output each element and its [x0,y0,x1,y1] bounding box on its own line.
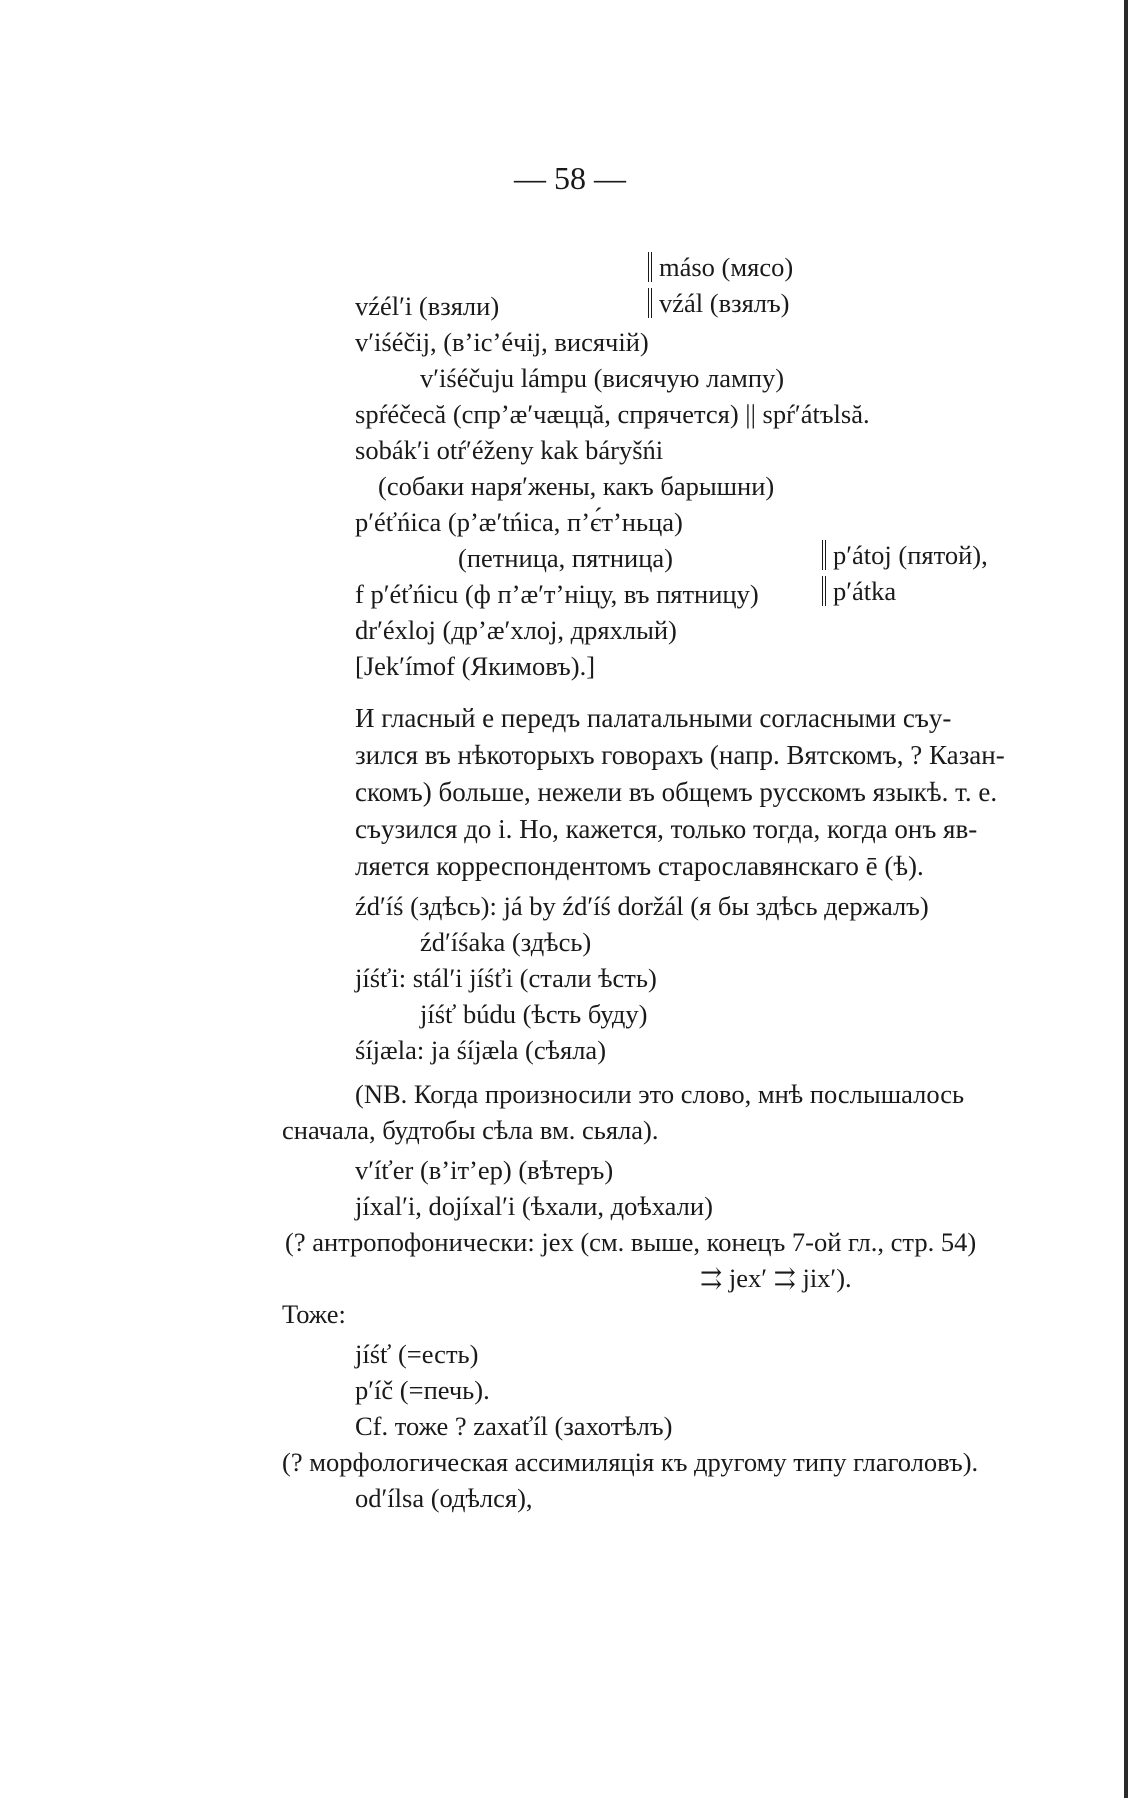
nb-text: (NB. Когда произносили это слово, мнѣ послышалось [355,1079,965,1109]
same-heading: Тоже: [282,1299,346,1329]
example-text: [Jek′ímof (Якимовъ).] [355,651,596,681]
body-paragraph [355,700,1067,885]
example-text: jíśťi: stál′i jíśťi (стали ѣсть) [355,963,657,993]
paragraph-line: скомъ) больше, нежели въ общемъ русскомъ языкѣ. т. е. [355,777,998,807]
example-text: v′iśéčij, (в’іс’éчіј, висячій) [355,327,649,357]
nb-text: сначала, будтобы сѣла вм. сьяла). [282,1115,659,1145]
example-text: ⇉ jex′ ⇉ jix′). [700,1263,852,1293]
example-text: (? морфологическая ассимиляція къ другому типу глаголовъ). [282,1447,979,1477]
example-text: p′éťńica (р’æ′tńica, п’є́т’ньца) [355,507,683,537]
example-right-column: p′átoj (пятой), [822,540,988,570]
example-left-column: f p′éťńicu (ф п’æ′т’ніцу, въ пятницу) [355,579,759,609]
example-text: dr′éxloj (др’æ′хлој, дряхлый) [355,615,677,645]
example-text: v′iśéčuju lámpu (висячую лампу) [420,363,785,393]
example-text: (? антропофонически: jex (см. выше, конецъ 7-ой гл., стр. 54) [285,1227,977,1257]
example-left-column: vźél′i (взяли) [355,291,500,321]
example-text: śíjæla: ja śíjæla (сѣяла) [355,1035,607,1065]
paragraph-line: съузился до і. Но, кажется, только тогда, когда онъ яв- [355,814,978,844]
example-text: jíśť búdu (ѣсть буду) [420,999,648,1029]
paragraph-line: зился въ нѣкоторыхъ говорахъ (напр. Вятскомъ, ? Казан- [355,740,1005,770]
example-text: jíśť (=есть) [355,1339,479,1369]
example-text: źd′íś (здѣсь): já by źd′íś doržál (я бы здѣсь держалъ) [355,891,929,921]
page-edge-line [1124,0,1128,1798]
example-text: sobák′i otŕ′éženy kak báryšńi [355,435,664,465]
page-number: — 58 — [514,160,626,196]
example-text: spŕéčeсă (спр’æ′чæццă, спрячется) || spŕ′átъlsă. [355,399,870,429]
example-text: p′íč (=печь). [355,1375,490,1405]
example-right-column: máso (мясо) [648,252,793,282]
example-right-column: vźál (взялъ) [648,288,790,318]
example-left-column: (петница, пятница) [458,543,673,573]
example-text: od′ílsa (одѣлся), [355,1483,533,1513]
example-text: Cf. тоже ? zaxaťíl (захотѣлъ) [355,1411,673,1441]
example-text: jíxal′i, dojíxal′i (ѣхали, доѣхали) [355,1191,713,1221]
paragraph-line: И гласный е передъ палатальными согласными съу- [355,703,952,733]
example-text: (собаки наря′жены, какъ барышни) [378,471,775,501]
paragraph-line: ляется корреспондентомъ старославянскаго ē (ѣ). [355,851,924,881]
example-text: v′íťer (в’іт’ер) (вѣтеръ) [355,1155,614,1185]
example-right-column: p′átka [822,576,896,606]
example-text: źd′íśaka (здѣсь) [420,927,592,957]
